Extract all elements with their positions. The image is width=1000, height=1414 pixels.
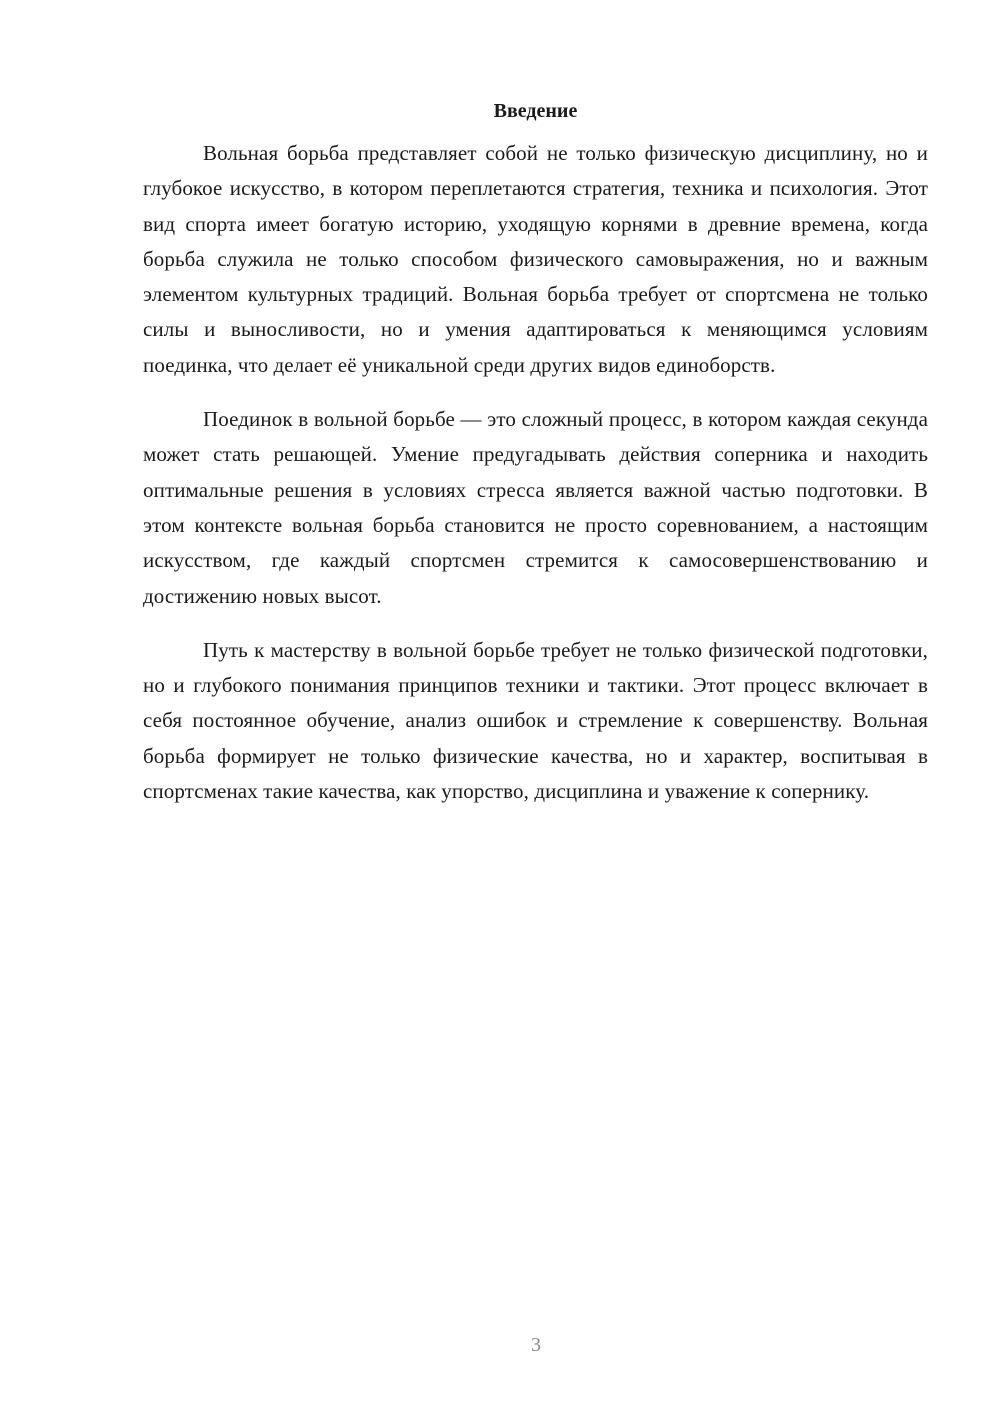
page-number: 3 [531, 1334, 541, 1356]
paragraph-3: Путь к мастерству в вольной борьбе требует не только физической подготовки, но и глубокого понимания принципов техники и тактики. Этот процесс включает в себя постоянное обучение, анализ ошибок и стремление к совершенству. Вольная борьба формирует не только физические качества, но и характер, воспитывая в спортсменах такие качества, как упорство, дисциплина и уважение к сопернику. [143, 637, 928, 804]
paragraph-2: Поединок в вольной борьбе — это сложный процесс, в котором каждая секунда может стать решающей. Умение предугадывать действия соперника и находить оптимальные решения в условиях стресса является важной частью подготовки. В этом контексте вольная борьба становится не просто соревнованием, а настоящим искусством, где каждый спортсмен стремится к самосовершенствованию и достижению новых высот. [143, 407, 928, 608]
page-content [143, 96, 928, 809]
paragraph-1: Вольная борьба представляет собой не только физическую дисциплину, но и глубокое искусство, в котором переплетаются стратегия, техника и психология. Этот вид спорта имеет богатую историю, уходящую корнями в древние времена, когда борьба служила не только способом физического самовыражения, но и важным элементом культурных традиций. Вольная борьба требует от спортсмена не только силы и выносливости, но и умения адаптироваться к меняющимся условиям поединка, что делает её уникальной среди других видов единоборств. [143, 141, 928, 377]
section-title: Введение [493, 100, 578, 122]
